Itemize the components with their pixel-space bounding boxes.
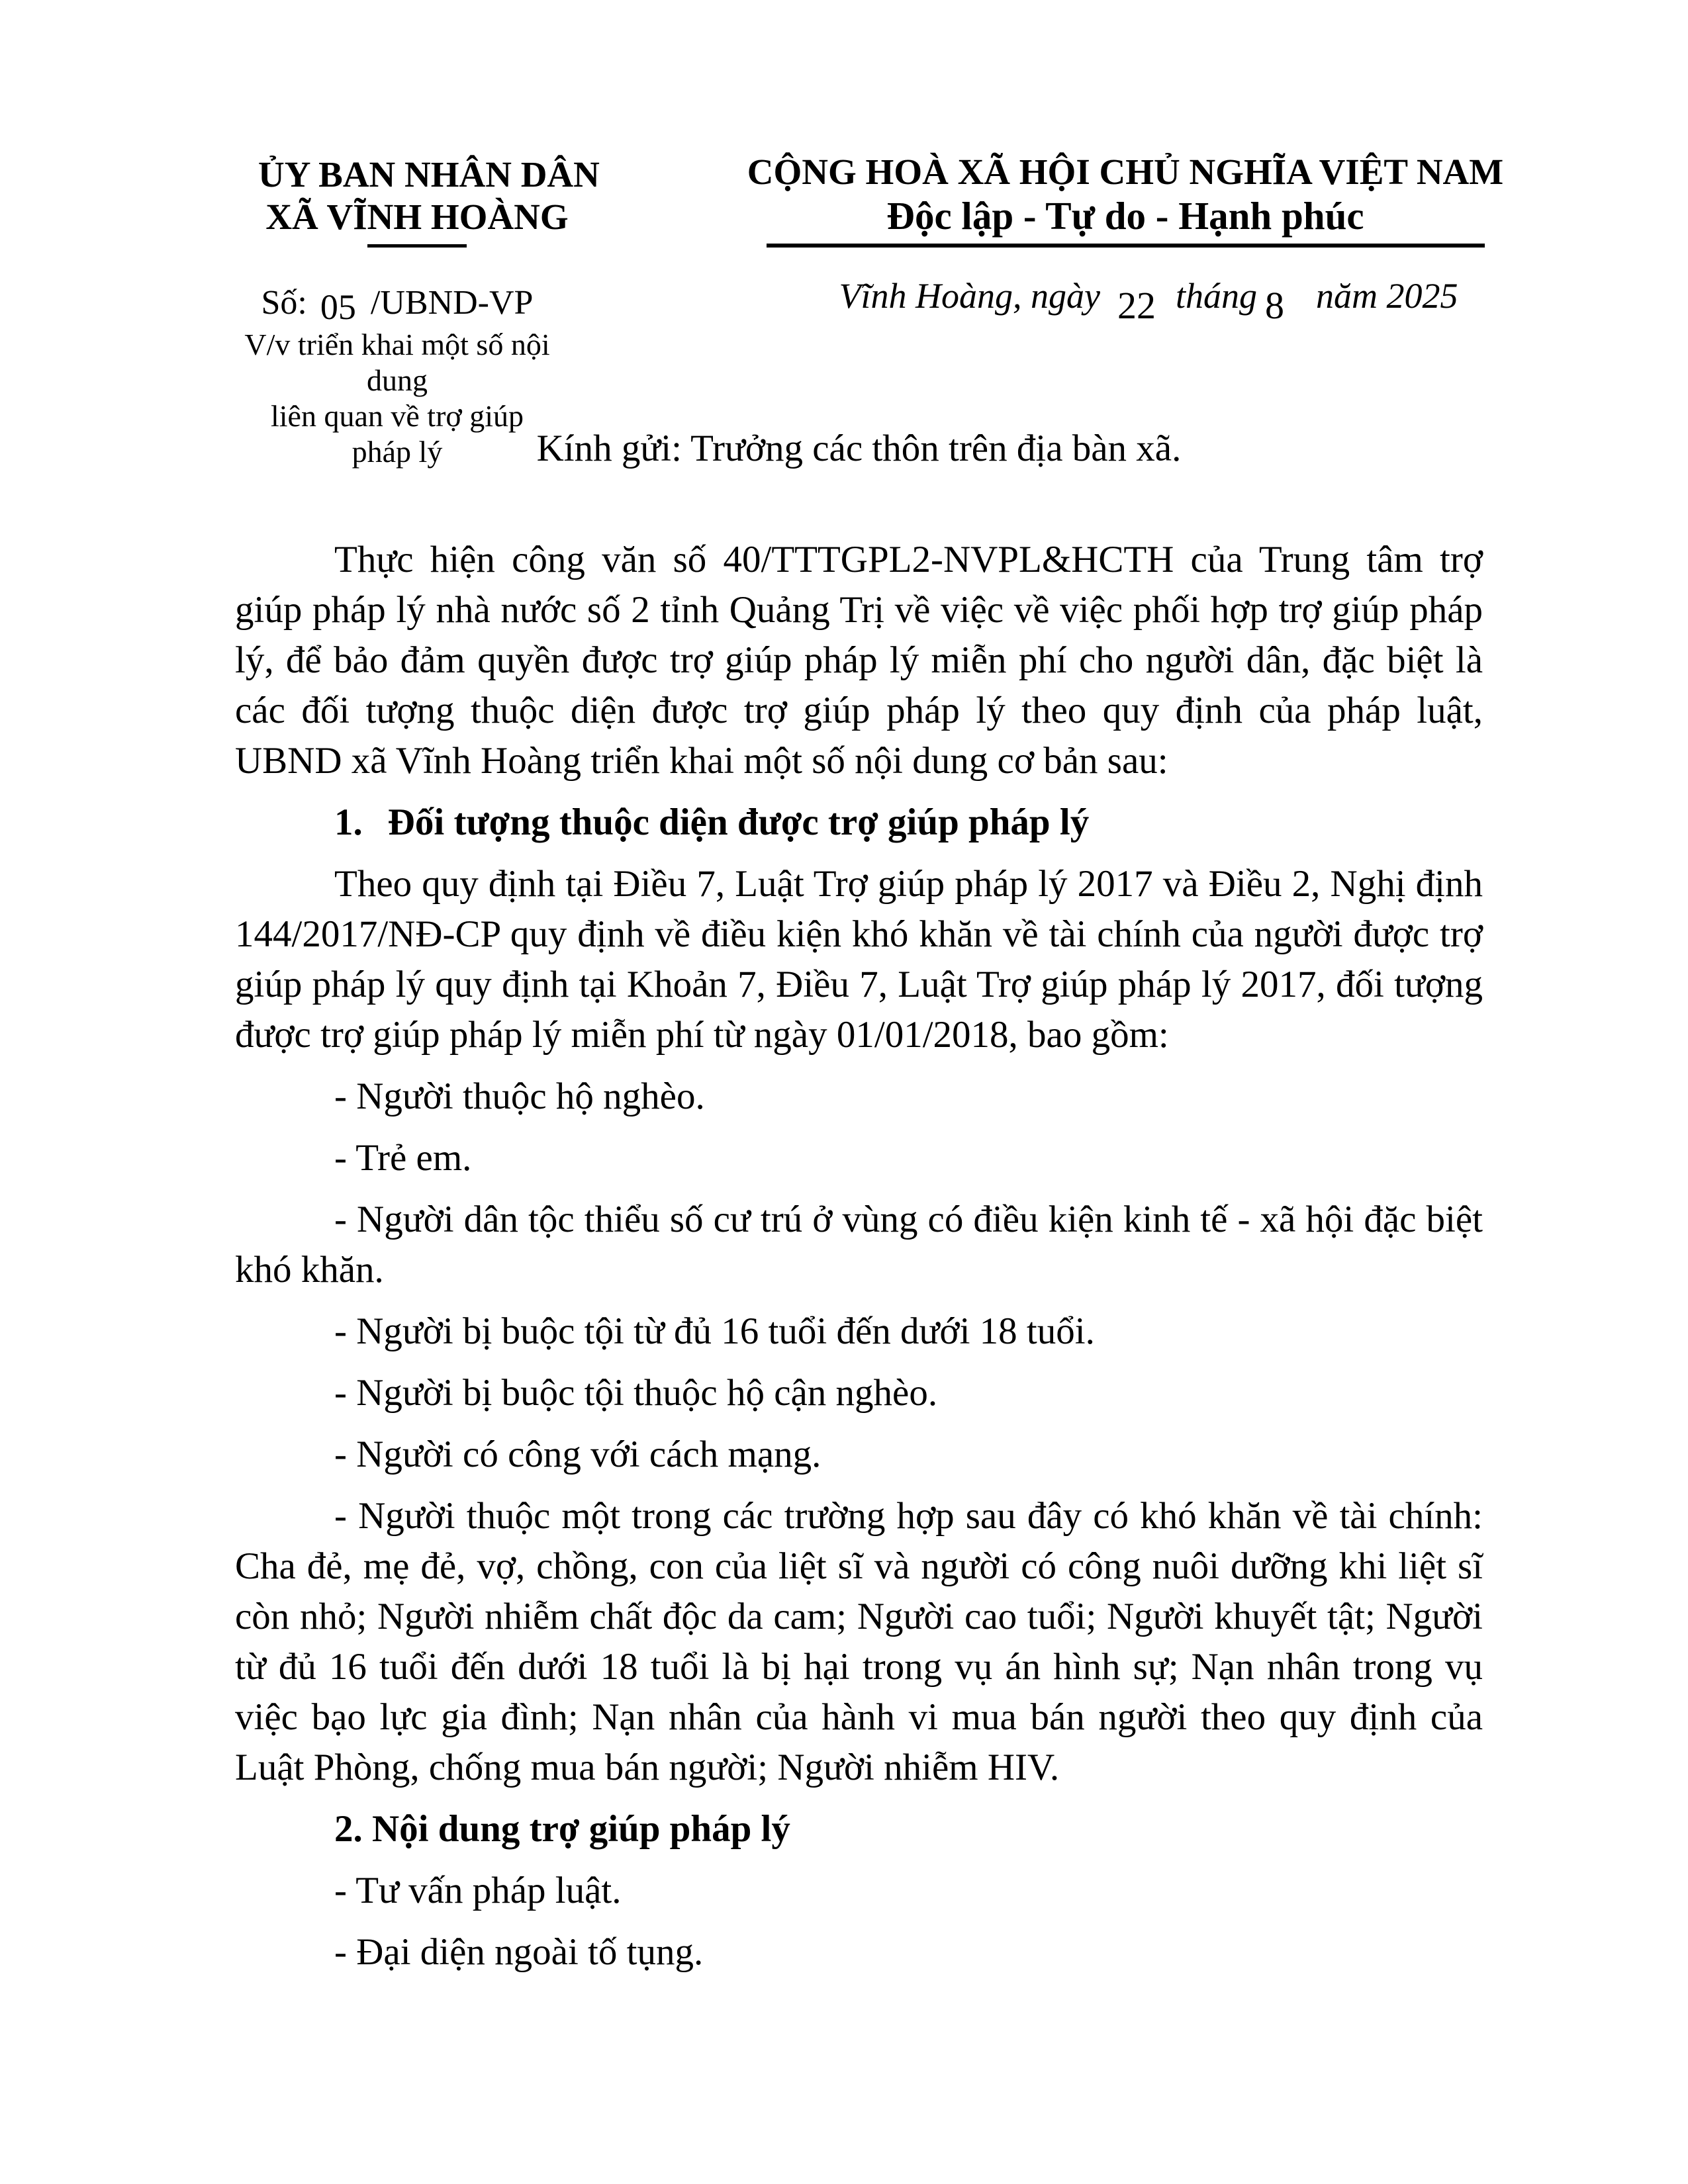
- issuing-authority-block: [244, 154, 600, 470]
- date-month-label: tháng: [1175, 276, 1257, 316]
- date-year-part: năm 2025: [1315, 276, 1458, 316]
- eligible-group-item: - Người thuộc một trong các trường hợp sau đây có khó khăn về tài chính: Cha đẻ, mẹ đẻ, vợ, chồng, con của liệt sĩ và người có công nuôi dưỡng khi liệt sĩ còn nhỏ; Người nhiễm chất độc da cam; Người cao tuổi; Người khuyết tật; Người từ đủ 16 tuổi đến dưới 18 tuổi là bị hại trong vụ án hình sự; Nạn nhân trong vụ việc bạo lực gia đình; Nạn nhân của hành vi mua bán người theo quy định của Luật Phòng, chống mua bán người; Người nhiễm HIV.: [235, 1495, 1483, 1788]
- national-motto-block: [708, 151, 1542, 327]
- issuing-authority-name: ỦY BAN NHÂN DÂN: [258, 154, 600, 195]
- eligible-group-item: - Trẻ em.: [334, 1137, 472, 1179]
- motto-underline-rule: [767, 244, 1485, 248]
- eligible-group-item: - Người có công với cách mạng.: [334, 1433, 821, 1475]
- document-number-label: Số:: [261, 284, 307, 322]
- date-month-value: 8: [1264, 284, 1284, 327]
- legal-basis-paragraph: Theo quy định tại Điều 7, Luật Trợ giúp pháp lý 2017 và Điều 2, Nghị định 144/2017/NĐ-CP quy định về điều kiện khó khăn về tài chính của người được trợ giúp pháp lý quy định tại Khoản 7, Điều 7, Luật Trợ giúp pháp lý 2017, đối tượng được trợ giúp pháp lý miễn phí từ ngày 01/01/2018, bao gồm:: [235, 863, 1483, 1056]
- section-2-heading: 2. Nội dung trợ giúp pháp lý: [334, 1808, 790, 1850]
- aid-content-item: - Đại diện ngoài tố tụng.: [334, 1931, 704, 1973]
- authority-underline-rule: [367, 244, 467, 248]
- date-place-prefix: Vĩnh Hoàng, ngày: [839, 276, 1100, 316]
- eligible-group-item: - Người dân tộc thiểu số cư trú ở vùng có điều kiện kinh tế - xã hội đặc biệt khó khăn.: [235, 1199, 1483, 1291]
- letter-body: [235, 424, 1483, 1989]
- document-subject-line1: V/v triển khai một số nội dung: [244, 328, 550, 397]
- national-title: CỘNG HOÀ XÃ HỘI CHỦ NGHĨA VIỆT NAM: [747, 152, 1504, 192]
- aid-content-item: - Tư vấn pháp luật.: [334, 1870, 622, 1911]
- document-number-suffix: /UBND-VP: [370, 284, 534, 322]
- section-1-heading: [235, 797, 1483, 848]
- date-day-value: 22: [1117, 284, 1156, 327]
- national-motto: Độc lập - Tự do - Hạnh phúc: [886, 194, 1364, 238]
- eligible-group-item: - Người bị buộc tội thuộc hộ cận nghèo.: [334, 1372, 938, 1414]
- document-subject-line2: liên quan về trợ giúp pháp lý: [270, 399, 524, 469]
- document-number-line: [238, 282, 556, 327]
- section-1-title: Đối tượng thuộc diện được trợ giúp pháp lý: [387, 801, 1090, 843]
- section-1-number: 1.: [334, 801, 363, 843]
- issuing-authority-commune: XÃ VĨNH HOÀNG: [265, 197, 569, 237]
- salutation-line: Kính gửi: Trưởng các thôn trên địa bàn xã.: [536, 428, 1182, 469]
- eligible-group-item: - Người bị buộc tội từ đủ 16 tuổi đến dưới 18 tuổi.: [334, 1310, 1095, 1352]
- eligible-group-item: - Người thuộc hộ nghèo.: [334, 1075, 705, 1117]
- document-number-value: 05: [320, 287, 356, 327]
- place-date-line: [755, 274, 1542, 327]
- opening-paragraph: Thực hiện công văn số 40/TTTGPL2-NVPL&HCTH của Trung tâm trợ giúp pháp lý nhà nước số 2 tỉnh Quảng Trị về việc về việc phối hợp trợ giúp pháp lý, để bảo đảm quyền được trợ giúp pháp lý miễn phí cho người dân, đặc biệt là các đối tượng thuộc diện được trợ giúp pháp lý theo quy định của pháp luật, UBND xã Vĩnh Hoàng triển khai một số nội dung cơ bản sau:: [235, 539, 1483, 782]
